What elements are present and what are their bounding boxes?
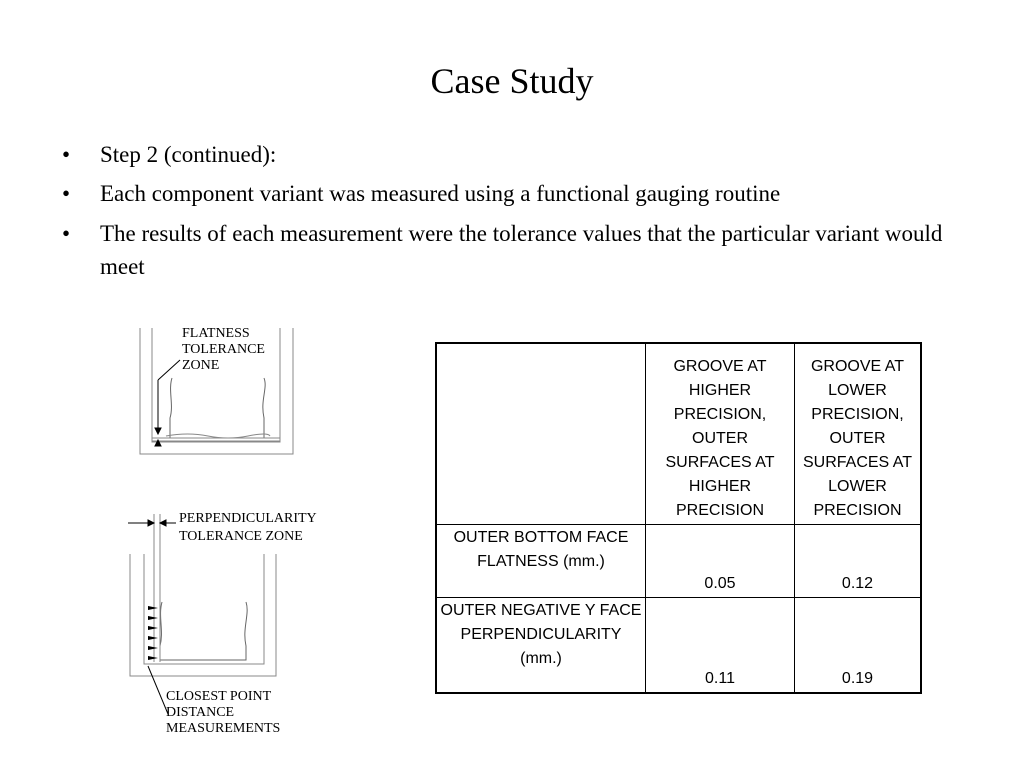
bullet-glyph: •	[62, 220, 71, 246]
table-header-row	[436, 343, 921, 525]
table-header-cell	[436, 343, 646, 525]
perpendicularity-label: TOLERANCE ZONE	[179, 529, 303, 544]
measurement-label: CLOSEST POINT	[166, 689, 272, 704]
bullet-item	[62, 217, 982, 284]
measurement-marker	[148, 646, 158, 650]
flatness-label: ZONE	[182, 358, 220, 373]
measurement-marker	[148, 636, 158, 640]
perpendicularity-diagram	[124, 506, 344, 742]
measurement-marker	[148, 616, 158, 620]
measurement-label: MEASUREMENTS	[166, 721, 281, 736]
table-row-label: OUTER BOTTOM FACE FLATNESS (mm.)	[436, 525, 646, 598]
table-row	[436, 598, 921, 694]
part-profile	[170, 378, 265, 438]
bullet-text: The results of each measurement were the tolerance values that the particular variant would meet	[100, 220, 943, 280]
table-cell: 0.12	[795, 525, 922, 598]
bullet-item	[62, 177, 982, 210]
slide-title: Case Study	[430, 61, 594, 101]
bullet-glyph: •	[62, 181, 71, 207]
table-row-label: OUTER NEGATIVE Y FACE PERPENDICULARITY (mm.)	[436, 598, 646, 694]
flatness-label: FLATNESS	[182, 326, 250, 341]
leader-line	[148, 666, 168, 714]
bullet-item	[62, 138, 982, 171]
table-cell: 0.05	[646, 525, 795, 598]
flatness-diagram	[138, 320, 298, 464]
table-header-cell: GROOVE AT LOWER PRECISION, OUTER SURFACES AT LOWER PRECISION	[795, 343, 922, 525]
bullet-text: Step 2 (continued):	[100, 142, 277, 167]
arrow-head	[160, 520, 166, 526]
measurement-marker	[148, 656, 158, 660]
leader-line	[158, 360, 180, 380]
bullet-list	[62, 138, 982, 289]
arrow-head	[148, 520, 154, 526]
perpendicularity-label: PERPENDICULARITY	[179, 511, 317, 526]
results-table	[435, 342, 922, 694]
part-profile	[160, 602, 247, 660]
arrow-head	[155, 428, 161, 434]
bullet-glyph: •	[62, 142, 71, 167]
measurement-label: DISTANCE	[166, 705, 235, 720]
measurement-marker	[148, 606, 158, 610]
bullet-text: Each component variant was measured using a functional gauging routine	[100, 181, 781, 207]
measurement-marker	[148, 626, 158, 630]
part-bottom-wave	[166, 434, 270, 438]
table-cell: 0.19	[795, 598, 922, 694]
table-row	[436, 525, 921, 598]
table-header-cell: GROOVE AT HIGHER PRECISION, OUTER SURFACES AT HIGHER PRECISION	[646, 343, 795, 525]
table-cell: 0.11	[646, 598, 795, 694]
flatness-label: TOLERANCE	[182, 342, 265, 357]
